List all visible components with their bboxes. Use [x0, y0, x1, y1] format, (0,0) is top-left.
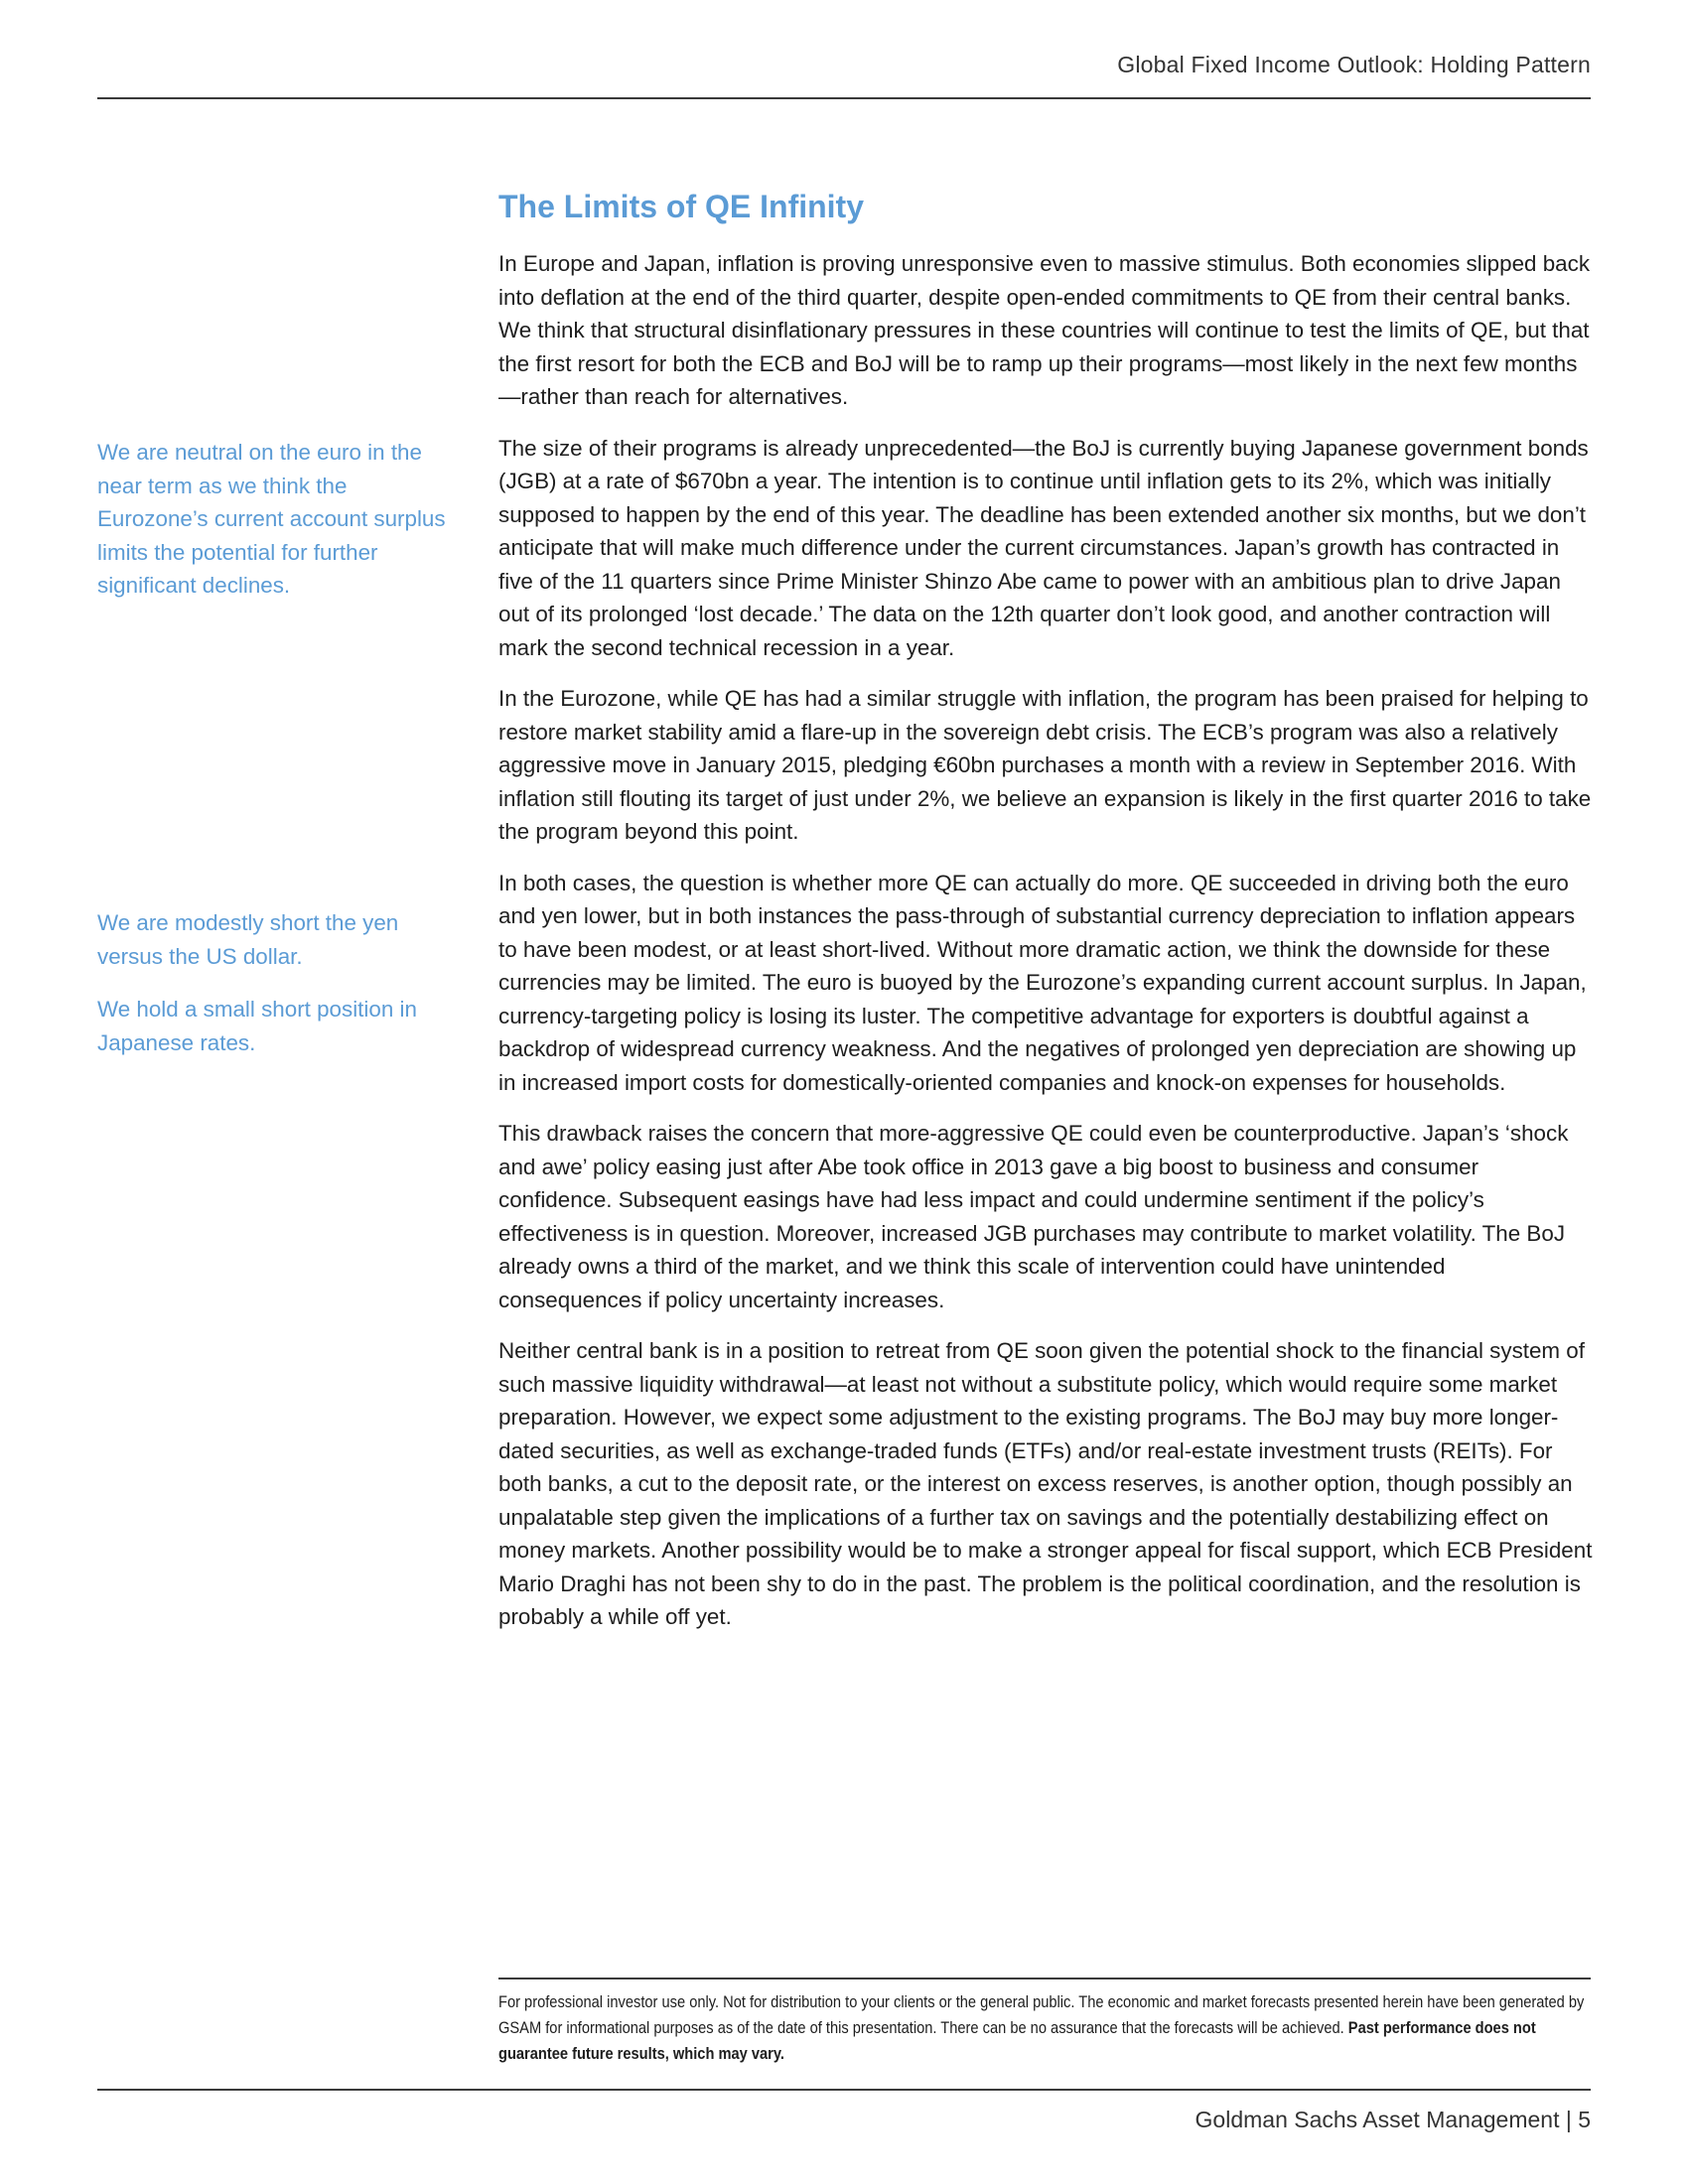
body-paragraph-2: The size of their programs is already unprecedented—the BoJ is currently buying Japanese government bonds (JGB) at a rate of $670bn a year. The intention is to continue until inflation gets to its 2%, which was initially supposed to happen by the end of this year. The deadline has been extended another six months, but we don’t anticipate that will make much difference under the current circumstances. Japan’s growth has contracted in five of the 11 quarters since Prime Minister Shinzo Abe came to power with an ambitious plan to drive Japan out of its prolonged ‘lost decade.’ The data on the 12th quarter don’t look good, and another contraction will mark the second technical recession in a year. — [498, 435, 1589, 660]
main-column — [498, 189, 1595, 1652]
body-paragraph-1: In Europe and Japan, inflation is proving unresponsive even to massive stimulus. Both economies slipped back into deflation at the end of the third quarter, despite open-ended commitments to QE from their central banks. We think that structural disinflationary pressures in these countries will continue to test the limits of QE, but that the first resort for both the ECB and BoJ will be to ramp up their programs—most likely in the next few months—rather than reach for alternatives. — [498, 251, 1591, 409]
footer-divider — [97, 2089, 1591, 2091]
sidebar-callout-euro: We are neutral on the euro in the near term as we think the Eurozone’s current account surplus limits the potential for further significant declines. — [97, 440, 446, 598]
body-paragraph-3: In the Eurozone, while QE has had a similar struggle with inflation, the program has been praised for helping to restore market stability amid a flare-up in the sovereign debt crisis. The ECB’s program was also a relatively aggressive move in January 2015, pledging €60bn purchases a month with a review in September 2016. With inflation still flouting its target of just under 2%, we believe an expansion is likely in the first quarter 2016 to take the program beyond this point. — [498, 686, 1592, 844]
body-paragraph-6: Neither central bank is in a position to retreat from QE soon given the potential shock to the financial system of such massive liquidity withdrawal—at least not without a substitute policy, which would require some market preparation. However, we expect some adjustment to the existing programs. The BoJ may buy more longer-dated securities, as well as exchange-traded funds (ETFs) and/or real-estate investment trusts (REITs). For both banks, a cut to the deposit rate, or the interest on excess reserves, is another option, though possibly an unpalatable step given the implications of a further tax on savings and the potentially destabilizing effect on money markets. Another possibility would be to make a stronger appeal for fiscal support, which ECB President Mario Draghi has not been shy to do in the past. The problem is the political coordination, and the resolution is probably a while off yet. — [498, 1338, 1593, 1629]
section-heading: The Limits of QE Infinity — [498, 189, 864, 224]
header-divider — [97, 97, 1591, 99]
running-header: Global Fixed Income Outlook: Holding Pattern — [1117, 52, 1591, 77]
sidebar-callout-yen: We are modestly short the yen versus the US dollar. — [97, 910, 399, 969]
page-footer: Goldman Sachs Asset Management | 5 — [1195, 2107, 1591, 2132]
body-paragraph-5: This drawback raises the concern that more-aggressive QE could even be counterproductive. Japan’s ‘shock and awe’ policy easing just after Abe took office in 2013 gave a big boost to business and consumer confidence. Subsequent easings have had less impact and could undermine sentiment if the policy’s effectiveness is in question. Moreover, increased JGB purchases may contribute to market volatility. The BoJ already owns a third of the market, and we think this scale of intervention could have unintended consequences if policy uncertainty increases. — [498, 1121, 1569, 1312]
sidebar-callout-rates: We hold a small short position in Japanese rates. — [97, 997, 417, 1055]
disclaimer-divider — [498, 1978, 1591, 1979]
disclaimer — [498, 1989, 1591, 2067]
body-paragraph-4: In both cases, the question is whether more QE can actually do more. QE succeeded in driving both the euro and yen lower, but in both instances the pass-through of substantial currency depreciation to inflation appears to have been modest, or at least short-lived. Without more dramatic action, we think the downside for these currencies may be limited. The euro is buoyed by the Eurozone’s expanding current account surplus. In Japan, currency-targeting policy is losing its luster. The competitive advantage for exporters is doubtful against a backdrop of widespread currency weakness. And the negatives of prolonged yen depreciation are showing up in increased import costs for domestically-oriented companies and knock-on expenses for households. — [498, 870, 1587, 1095]
disclaimer-bold-text: Past performance does not guarantee future results, which may vary. — [498, 2019, 1536, 2063]
disclaimer-text: For professional investor use only. Not for distribution to your clients or the general public. The economic and market forecasts presented herein have been generated by GSAM for informational purposes as of the date of this presentation. There can be no assurance that the forecasts will be achieved. — [498, 1993, 1585, 2037]
